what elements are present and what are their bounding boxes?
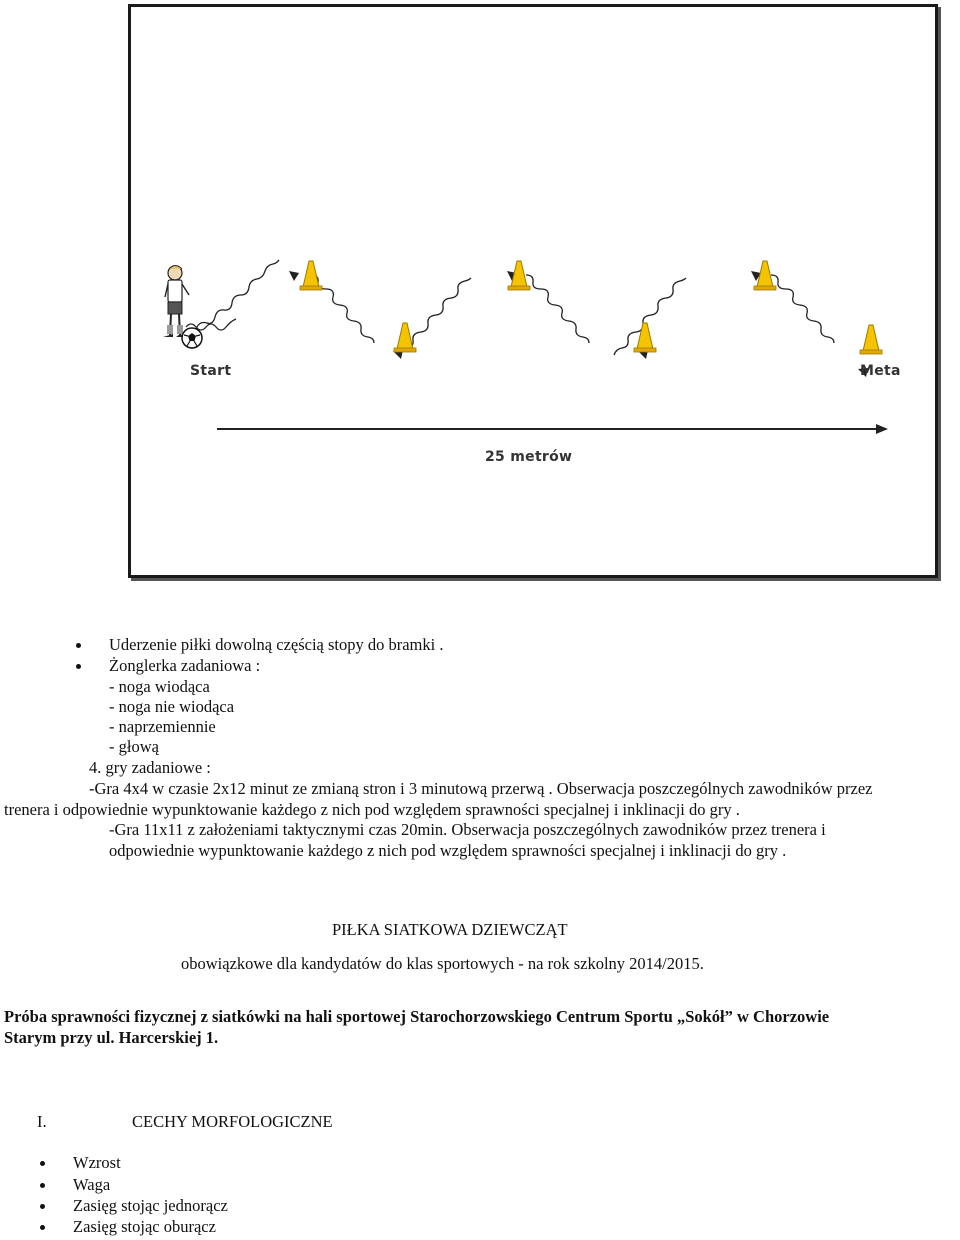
bullet-icon [40,1161,45,1166]
games-paragraph-line: odpowiednie wypunktowanie każdego z nich pod względem sprawności specjalnej i inklinacji do gry . [109,841,787,860]
section-heading: CECHY MORFOLOGICZNE [132,1112,333,1131]
arrowhead [289,271,299,281]
list-item: Zasięg stojąc oburącz [73,1217,216,1236]
cone-icon [634,323,656,352]
arrowhead [876,424,888,434]
games-heading: 4. gry zadaniowe : [89,758,211,777]
sub-item: - naprzemiennie [109,717,216,736]
player-icon [163,266,189,338]
finish-label: Meta [860,363,901,379]
games-paragraph-line: trenera i odpowiednie wypunktowanie każdego z nich pod względem sprawności specjalnej i inklinacji do gry . [4,800,740,819]
list-item: Wzrost [73,1153,121,1172]
venue-line: Starym przy ul. Harcerskiej 1. [4,1028,219,1047]
sub-item: - głową [109,737,159,756]
sub-item: - noga wiodąca [109,677,210,696]
games-paragraph-line: -Gra 4x4 w czasie 2x12 minut ze zmianą stron i 3 minutową przerwą . Obserwacja poszczególnych zawodników przez [89,779,873,798]
bullet-icon [76,643,81,648]
list-item: Waga [73,1175,111,1194]
list-item: Żonglerka zadaniowa : [109,656,261,675]
course-drawing [131,7,935,575]
section-number: I. [37,1112,47,1131]
cone-icon [860,325,882,354]
list-item: Uderzenie piłki dowolną częścią stopy do bramki . [109,635,444,654]
bullet-icon [40,1204,45,1209]
sub-item: - noga nie wiodąca [109,697,235,716]
start-label: Start [190,363,232,379]
cone-icon [300,261,322,290]
section-title: PIŁKA SIATKOWA DZIEWCZĄT [332,920,568,939]
dribbling-course-diagram [128,4,938,578]
games-paragraph-line: -Gra 11x11 z założeniami taktycznymi czas 20min. Obserwacja poszczególnych zawodników przez trenera i [109,820,826,839]
venue-line: Próba sprawności fizycznej z siatkówki na hali sportowej Starochorzowskiego Centrum Sportu „Sokół” w Chorzowie [4,1007,830,1026]
ball-icon [182,328,202,348]
bullet-icon [40,1225,45,1230]
distance-label: 25 metrów [485,449,573,465]
bullet-icon [40,1183,45,1188]
section-subtitle: obowiązkowe dla kandydatów do klas sportowych - na rok szkolny 2014/2015. [181,954,704,973]
bullet-icon [76,664,81,669]
list-item: Zasięg stojąc jednorącz [73,1196,228,1215]
